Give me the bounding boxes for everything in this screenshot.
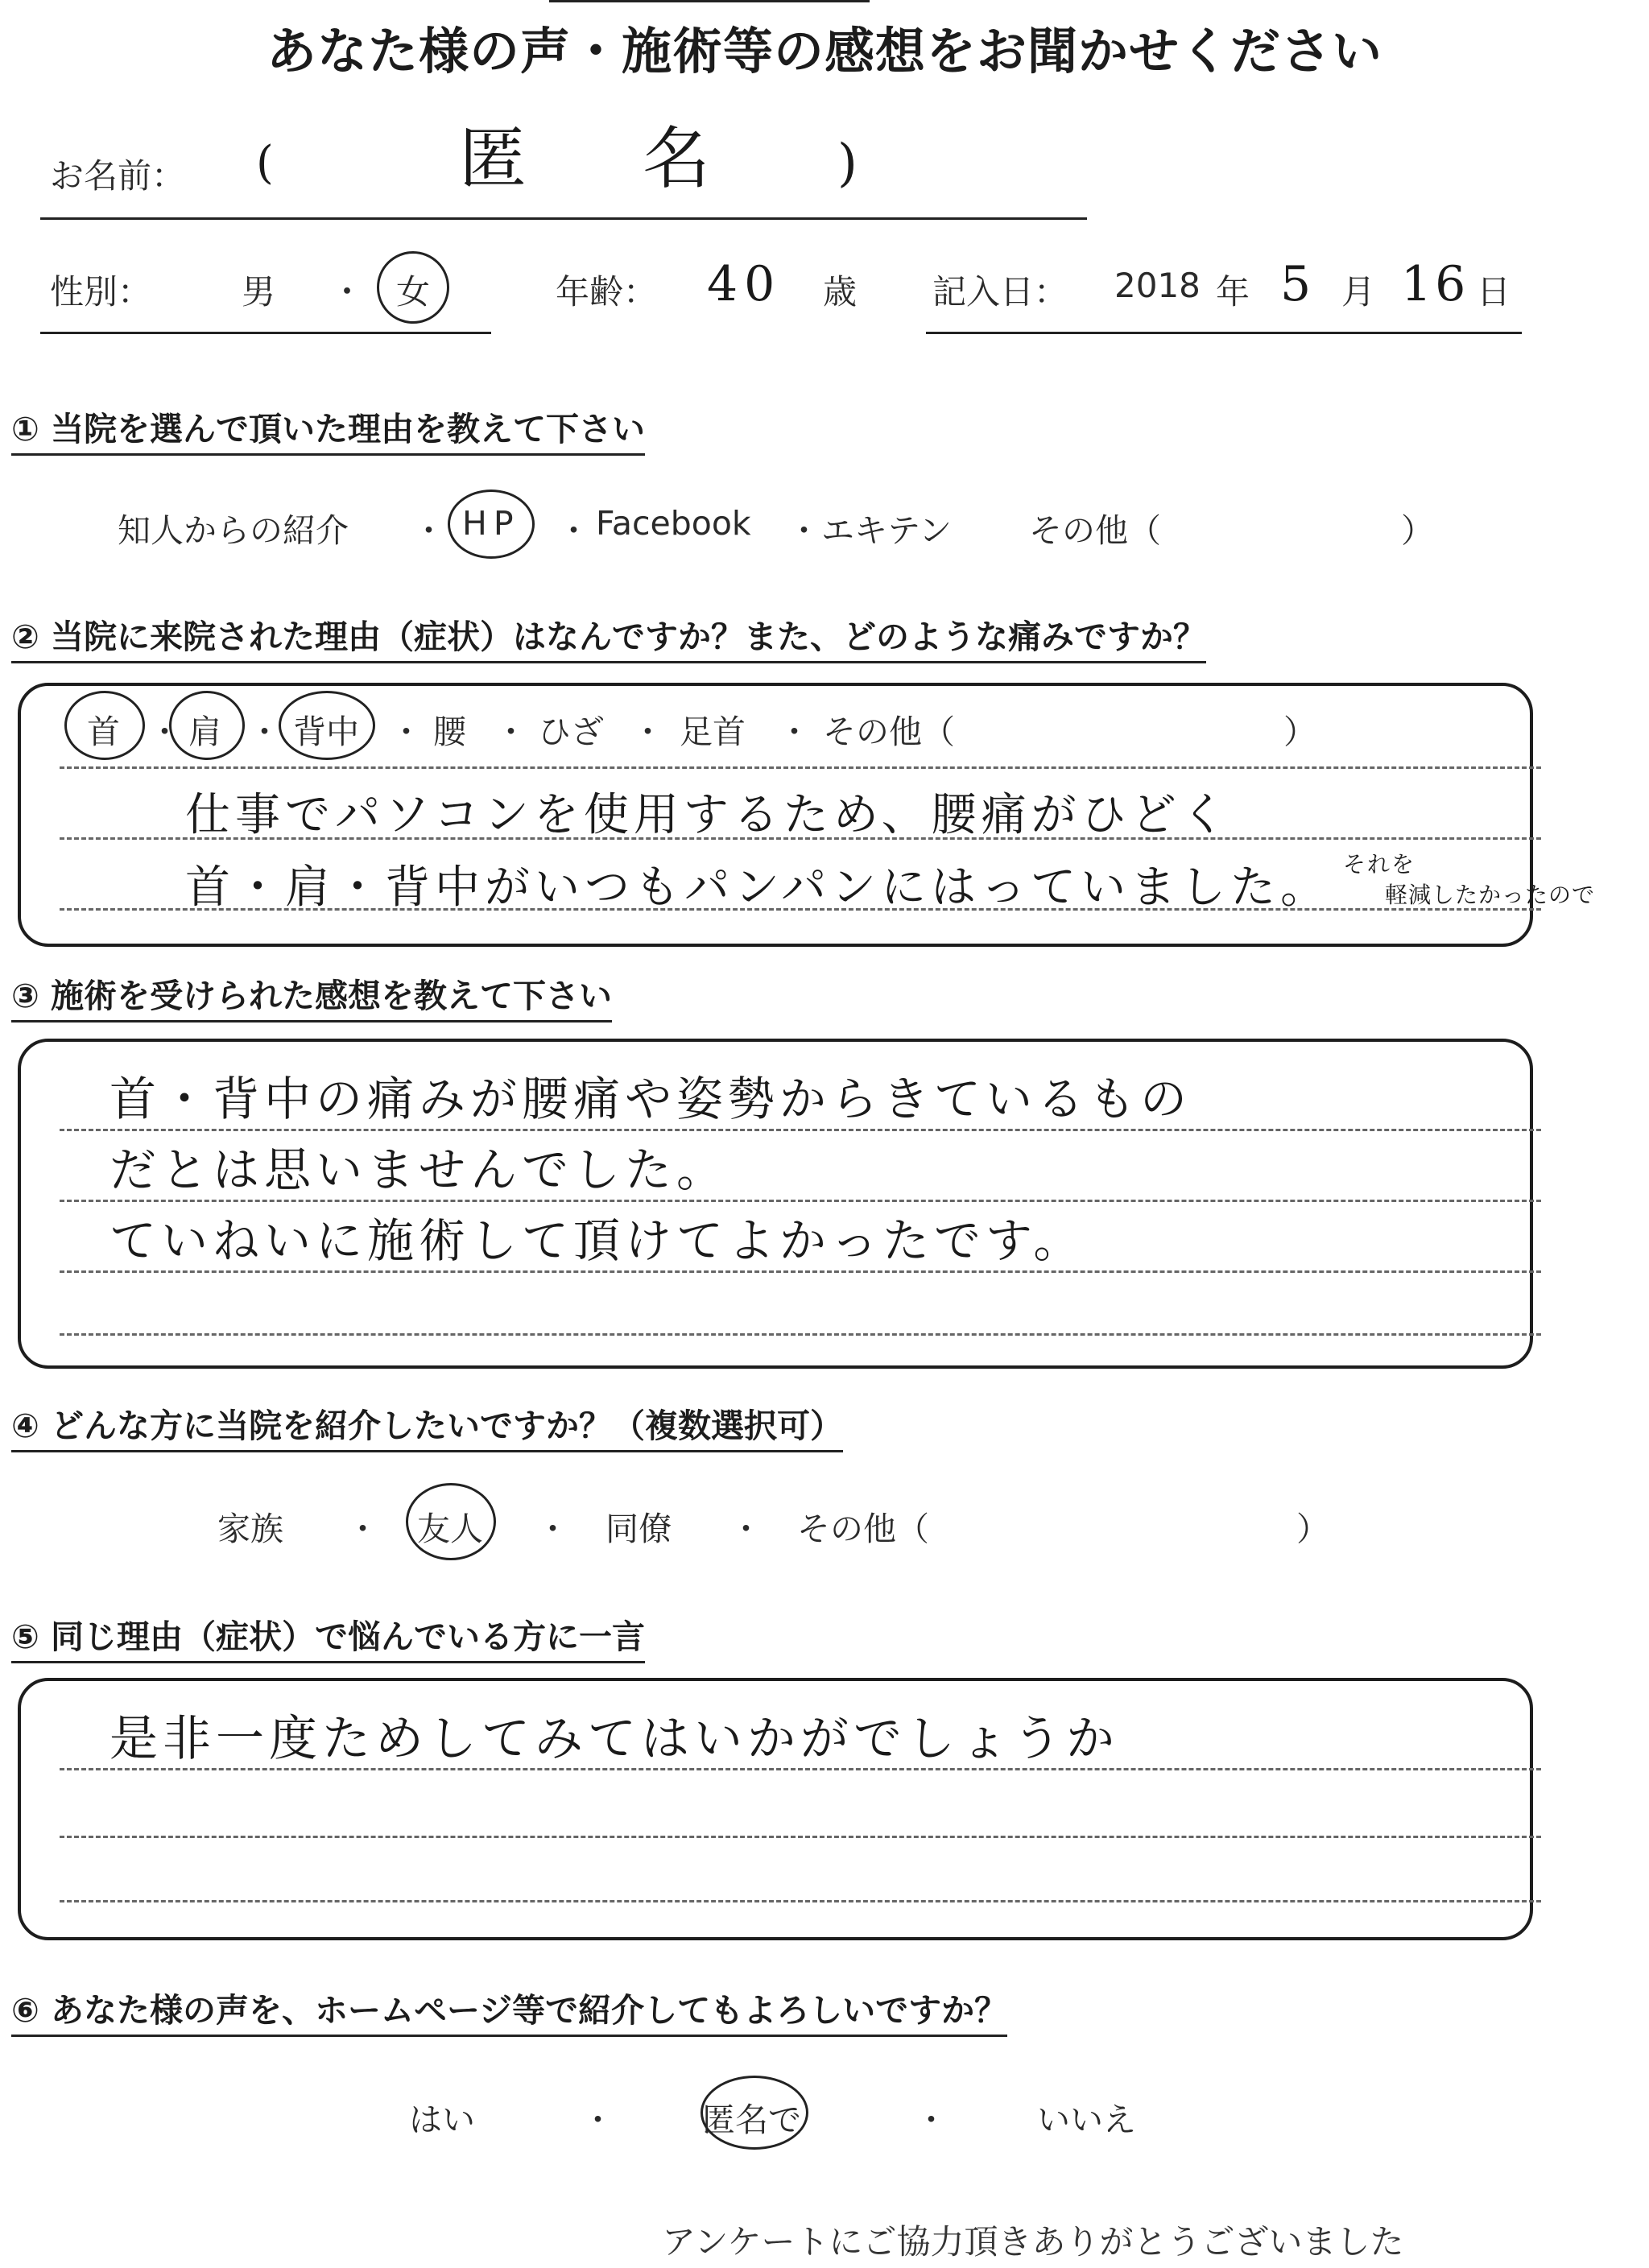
q2-option-shoulder[interactable]: 肩 — [188, 713, 221, 751]
q4-option-other[interactable]: その他（ — [797, 1510, 929, 1548]
date-month[interactable]: 5 — [1280, 256, 1312, 312]
q1-option-hp[interactable]: HP — [462, 504, 520, 543]
name-label: お名前： — [50, 156, 186, 196]
q6-sep-2: ・ — [915, 2101, 948, 2139]
age-label: 年齢： — [556, 272, 658, 312]
q4-sep-2: ・ — [536, 1510, 569, 1548]
q1-heading: ① 当院を選んで頂いた理由を教えて下さい — [11, 403, 645, 456]
q1-other-close: ） — [1401, 511, 1434, 550]
name-close-paren: ) — [837, 134, 858, 193]
q4-option-friend[interactable]: 友人 — [417, 1510, 483, 1548]
q3-rule-1 — [60, 1129, 1541, 1131]
q2-answer-line-4: 軽減したかったので — [1385, 882, 1596, 908]
q2-answer-line-2: 首・肩・背中がいつもパンパンにはっていました。 — [185, 861, 1331, 914]
q2-sep-4: ・ — [494, 713, 527, 751]
q5-rule-2 — [60, 1836, 1541, 1838]
q3-answer-line-1: 首・背中の痛みが腰痛や姿勢からきているもの — [110, 1072, 1192, 1126]
q1-option-referral[interactable]: 知人からの紹介 — [118, 511, 349, 550]
age-value[interactable]: 40 — [707, 256, 782, 312]
gender-selected-circle — [377, 251, 449, 324]
gender-sep: ・ — [330, 272, 365, 312]
q2-option-other[interactable]: その他（ — [823, 713, 955, 751]
q3-rule-3 — [60, 1270, 1541, 1273]
q6-option-yes[interactable]: はい — [409, 2101, 475, 2139]
gender-underline — [40, 332, 491, 334]
q2-option-back[interactable]: 背中 — [293, 713, 359, 751]
q2-shoulder-circle — [169, 691, 245, 760]
q2-rule-1 — [60, 766, 1541, 769]
q6-sep-1: ・ — [581, 2101, 614, 2139]
footer-thanks: アンケートにご協力頂きありがとうございました — [662, 2222, 1404, 2262]
q4-sep-1: ・ — [346, 1510, 379, 1548]
q3-rule-4 — [60, 1333, 1541, 1336]
q2-option-knee[interactable]: ひざ — [538, 713, 604, 751]
q2-sep-3: ・ — [390, 713, 423, 751]
q4-selected-circle — [406, 1483, 496, 1560]
q3-rule-2 — [60, 1200, 1541, 1202]
q2-sep-2: ・ — [248, 713, 281, 751]
date-year-unit: 年 — [1216, 272, 1250, 312]
date-label: 記入日： — [932, 272, 1068, 312]
q2-neck-circle — [64, 691, 145, 760]
q2-option-lowerback[interactable]: 腰 — [433, 713, 466, 751]
date-underline — [926, 332, 1522, 334]
q6-option-anonymous[interactable]: 匿名で — [702, 2101, 801, 2139]
q1-sep-2: ・ — [557, 511, 590, 550]
q1-sep-3: ・ — [787, 511, 820, 550]
q2-option-ankle[interactable]: 足首 — [680, 713, 746, 751]
form-title: あなた様の声・施術等の感想をお聞かせください — [266, 22, 1382, 81]
q4-option-family[interactable]: 家族 — [217, 1510, 283, 1548]
q2-back-circle — [279, 691, 375, 760]
q1-option-ekiten[interactable]: エキテン — [821, 511, 952, 550]
q2-answer-line-1: 仕事でパソコンを使用するため、腰痛がひどく — [185, 789, 1231, 841]
name-underline — [40, 217, 1087, 220]
q1-option-other[interactable]: その他（ — [1029, 511, 1161, 550]
q1-sep-1: ・ — [412, 511, 445, 550]
q4-heading: ④ どんな方に当院を紹介したいですか？（複数選択可） — [11, 1399, 843, 1452]
q1-selected-circle — [448, 490, 535, 559]
name-value[interactable]: 匿 名 — [459, 119, 735, 198]
date-day[interactable]: 16 — [1401, 256, 1469, 312]
q6-selected-circle — [701, 2076, 808, 2150]
q3-heading: ③ 施術を受けられた感想を教えて下さい — [11, 969, 612, 1022]
q4-other-close: ） — [1296, 1510, 1329, 1548]
q4-sep-3: ・ — [729, 1510, 763, 1548]
q4-option-colleague[interactable]: 同僚 — [605, 1510, 672, 1548]
gender-female[interactable]: 女 — [396, 272, 431, 312]
q2-heading: ② 当院に来院された理由（症状）はなんですか？また、どのような痛みですか？ — [11, 610, 1206, 663]
q2-option-neck[interactable]: 首 — [87, 713, 120, 751]
age-unit: 歳 — [823, 272, 858, 312]
q2-sep-5: ・ — [631, 713, 664, 751]
name-open-paren: ( — [256, 137, 274, 189]
date-day-unit: 日 — [1477, 272, 1511, 312]
q1-option-facebook[interactable]: Facebook — [596, 504, 751, 543]
q3-answer-line-2: だとは思いませんでした。 — [110, 1142, 729, 1197]
q6-heading: ⑥ あなた様の声を、ホームページ等で紹介してもよろしいですか？ — [11, 1984, 1007, 2037]
q5-heading: ⑤ 同じ理由（症状）で悩んでいる方に一言 — [11, 1610, 645, 1663]
q2-sep-6: ・ — [778, 713, 811, 751]
gender-male[interactable]: 男 — [242, 272, 276, 312]
q2-answer-line-3: それを — [1343, 851, 1416, 878]
q3-answer-line-3: ていねいに施術して頂けてよかったです。 — [110, 1213, 1085, 1268]
gender-label: 性別： — [50, 272, 152, 312]
age-underline — [549, 0, 870, 2]
q2-sep-1: ・ — [148, 713, 181, 751]
date-month-unit: 月 — [1341, 272, 1376, 312]
q2-other-close: ） — [1283, 713, 1316, 751]
date-year: 2018 — [1114, 266, 1201, 305]
q5-rule-3 — [60, 1900, 1541, 1902]
q6-option-no[interactable]: いいえ — [1037, 2101, 1136, 2139]
q5-answer-line-1: 是非一度ためしてみてはいかがでしょうか — [110, 1711, 1119, 1767]
